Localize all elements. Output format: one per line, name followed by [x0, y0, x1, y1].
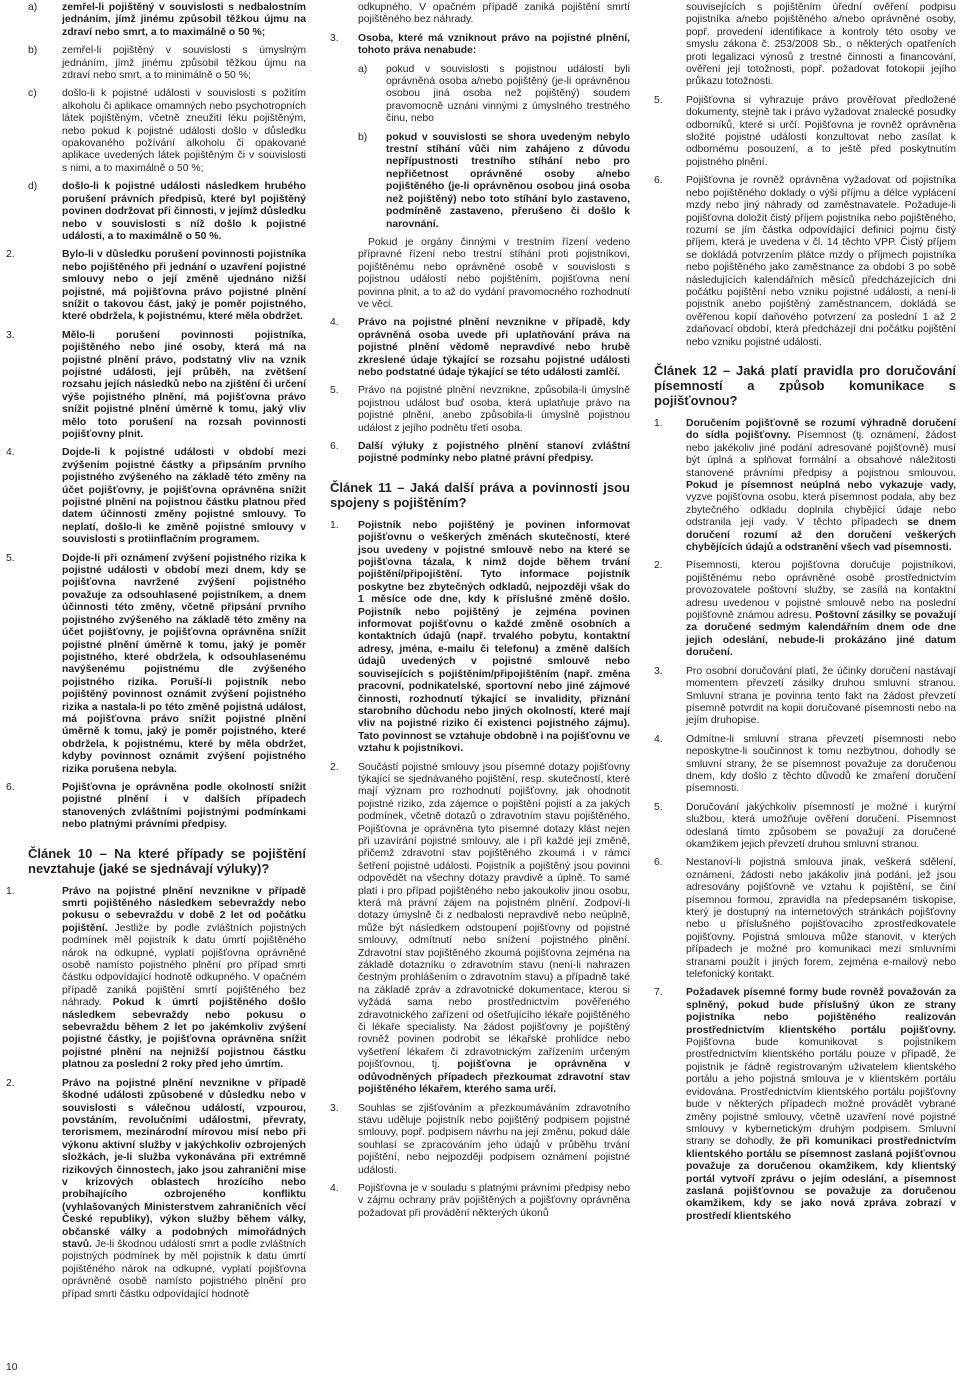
plain-text: vyzve pojišťovna osobu, která písemnost podala, aby bez zbytečného odkladu doplnila chybějící údaje nebo odstranila její vady. V těchto případech	[686, 492, 956, 529]
list-text: Doručování jakýchkoliv písemností je možné i kurýrní službou, která umožňuje ověření doručení. Písemnost odeslaná tímto způsobem se považují za doručené okamžikem jejich převzetí druhou smluvní stranou.	[686, 801, 956, 850]
bold-text: Právo na pojistné plnění nevznikne v případě škodné události způsobené v důsledku nebo v souvislosti s válečnou událostí, vzpourou, povstáním, revolučními událostmi, převraty, terorismem, mezinárodní mírovou misí nebo při výkonu aktivní služby v jakýchkoliv ozbrojených složkách, je-li služba vykonávána při extrémně rizikových činnostech, jako jsou zahraniční mise v krizových oblastech hrozícího nebo probíhajícího ozbrojeného konfliktu (vyhlašovaných Ministerstvem zahraničních věcí České republiky), výkon služby během války, občanské války a podobných mimořádných stavů.	[62, 1077, 306, 1250]
plain-text: Součástí pojistné smlouvy jsou písemné dotazy pojišťovny týkající se sjednávaného pojištění, resp. skutečností, které mají význam pro rozhodnutí pojišťovny, jak ohodnotit pojistné riziko, zda zájemce o pojištění pojistí a za jakých podmínek, včetně dotazů o zdravotním stavu pojištěného. Pojišťovna je oprávněna tyto písemné dotazy klást nejen při uzavírání pojistné smlouvy, ale i při každé její změně, přičemž zdravotní stav pojištěného zkoumá i v rámci šetření pojistné události. Pojistník a pojištěný jsou povinni odpovědět na všechny dotazy pravdivě a úplně. To samé platí i pro případ pojištěného nebo jakoukoliv jinou osobu, která má právní zájem na pojistném plnění. Zodpoví-li dotazy úmyslně či z nedbalosti nepravdivě nebo neúplně, může být následkem odstoupení pojišťovny od pojistné smlouvy, odmítnutí nebo snížení pojistného plnění. Zdravotní stav pojištěného zkoumá pojišťovna zejména na základě dotazníku o zdravotním stavu (není-li nahrazen čestným prohlášením o zdravotním stavu) a případně také na základě zpráv a zdravotnické dokumentace, kterou si vyžádá sama nebo prostřednictvím pověřeného zdravotnického zařízení od ošetřujícího lékaře pojištěného či lékaře specialisty. Na žádost pojišťovny je pojištěný rovněž povinen podrobit se lékařské prohlídce nebo vyšetření lékařem či zdravotnickým zařízením určeným pojišťovnou, tj.	[358, 761, 630, 1071]
bold-text: Právo na pojistné plnění nevznikne v případě smrti pojištěného následkem sebevraždy nebo pokusu o sebevraždu v době 2 let od počátku pojištění.	[62, 885, 306, 934]
list-text: Dojde-li k pojistné události v období mezi zvýšením pojistné částky a připsáním prvního pojistného zvýšeného na základě této změny na účet pojišťovny, je pojišťovna oprávněna snížit pojistné plnění na pojistnou částku platnou před datem účinnosti změny pojistné smlouvy. To neplatí, došlo-li ke změně pojistné smlouvy v souvislosti s protiinflačním programem.	[62, 447, 306, 546]
list-marker: a)	[28, 2, 38, 13]
list-marker: d)	[28, 181, 38, 193]
list-marker: 2.	[330, 761, 339, 773]
list-marker: b)	[358, 131, 368, 143]
list-text: Dojde-li při oznámení zvýšení pojistného rizika k pojistné události v období mezi dnem, kdy se pojišťovna navržené zvýšení pojistného považuje za odsouhlasené pojistníkem, a dnem účinnosti této změny, včetně připsání prvního pojistného zvýšeného na základě této změny na účet pojišťovny, je pojišťovna oprávněna snížit pojistné plnění úměrně k tomu, jaký je poměr pojistného, které obdržela, k odsouhlasenému navýšenému pojistnému dle zvýšeného pojistného rizika. Poruší-li pojistník nebo pojištěný povinnost oznámit zvýšení pojistného rizika a nastala-li po této změně pojistná událost, má pojišťovna právo snížit pojistné plnění úměrně k tomu, jaký je poměr pojistného, které obdržela, k pojistnému, které by měla obdržet, kdyby povinnost oznámit zvýšení pojistného rizika porušena nebyla.	[62, 552, 306, 775]
plain-text: Jestliže by podle zvláštních pojistných podmínek měl pojistník k datu úmrtí pojištěného nárok na odkupné, vyplatí pojišťovna oprávněné osobě namísto pojistného plnění pro případ smrti částku odpovídající hodnotě odkupného. V opačném případě zaniká pojištění smrtí pojištěného bez náhrady.	[62, 922, 306, 1009]
list-text: Pojistník nebo pojištěný je povinen informovat pojišťovnu o veškerých změnách skutečností, které jsou uvedeny v pojistné smlouvě nebo na které se pojišťovna tázala, k nimž dojde během trvání pojištění/připojištění. Tyto informace pojistník poskytne bez zbytečných odkladů, nejpozději však do 1 měsíce ode dne, kdy k příslušné změně došlo. Pojistník nebo pojištěný je zejména povinen informovat pojišťovnu o každé změně osobních a kontaktních údajů (např. trvalého pobytu, kontaktní adresy, jména, e-mailu či telefonu) a změně dalších údajů uvedených v pojistné smlouvě nebo souvisejících s pojištěním/připojištěním (např. změna pracovní, podnikatelské, sportovní nebo jiné zájmové činnosti, rozhodnutí týkající se invalidity, přiznání starobního důchodu nebo jiných okolností, které mají vliv na pojistné riziko či existenci pojistného zájmu). Tato povinnost se vztahuje obdobně i na pojišťovnu ve vztahu k pojistníkovi.	[358, 519, 630, 755]
list-text: Bylo-li v důsledku porušení povinnosti pojistníka nebo pojištěného při jednání o uzavření pojistné smlouvy nebo o její změně ujednáno nižší pojistné, má pojišťovna právo pojistné plnění snížit o takovou část, jaký je poměr pojistného, které obdržela, k pojistnému, které měla obdržet.	[62, 249, 306, 323]
list-item	[654, 560, 956, 659]
list-text: došlo-li k pojistné události v souvislosti s požitím alkoholu či aplikace omamných nebo psychotropních látek pojištěným, včetně zneužití léku pojištěným, nebo pokud k pojistné události došlo v důsledku opakovaného požívání alkoholu či opakované aplikace uvedených látek pojištěným či v souvislosti s nimi, a to maximálně o 50 %;	[62, 88, 306, 174]
list-text	[358, 762, 630, 1097]
list-item	[654, 802, 956, 852]
list-marker: 6.	[6, 781, 15, 793]
list-marker: 7.	[654, 987, 663, 999]
plain-text: Je-li škodnou událostí smrt a podle zvláštních pojistných podmínek by měl pojistník k datu úmrtí pojištěného nárok na odkupné, vyplatí pojišťovna oprávněné osobě namísto pojistného plnění pro případ smrti částku odpovídající hodnotě	[62, 1238, 306, 1300]
page-number: 10	[6, 1362, 18, 1373]
list-marker: 4.	[6, 447, 15, 459]
list-text: pokud v souvislosti se shora uvedeným nebylo trestní stíhání vůči nim zahájeno z důvodu nepřípustnosti trestního stíhání nebo pro nepřičetnost oprávněné osoby a/nebo pojištěného (je-li oprávněnou osobou jiná osoba než pojištěný) nebo toto stíhání bylo zastaveno, podmíněně zastaveno, přerušeno či došlo k narovnání.	[386, 131, 630, 230]
list-item	[330, 33, 630, 58]
list-marker: 3.	[6, 329, 15, 341]
list-item	[330, 1183, 630, 1220]
list-marker: c)	[28, 88, 37, 100]
list-text: Další výluky z pojistného plnění stanoví zvláštní pojistné podmínky nebo platné právní předpisy.	[358, 441, 630, 465]
list-item	[28, 181, 306, 243]
list-text: došlo-li k pojistné události následkem hrubého porušení právních předpisů, které byl pojištěný povinen dodržovat při činnosti, v jejímž důsledku nebo v souvislosti s níž došlo k pojistné události, a to maximálně o 50 %.	[62, 181, 306, 242]
column-right	[654, 2, 956, 1229]
list-text: Osoba, které má vzniknout právo na pojistné plnění, tohoto práva nenabude:	[358, 32, 630, 57]
list-marker: 3.	[330, 32, 339, 44]
plain-text: Pojišťovna bude komunikovat s pojistníkem prostřednictvím klientského portálu pouze v případě, že pojistník je řádně registrovaným uživatelem klientského portálu a jeho pojistná smlouva je v klientském portálu evidována. Prostřednictvím klientského portálu pojišťovny bude v některých případech možné provádět vybrané změny pojistné smlouvy, včetně uzavření nové pojistné smlouvy v kybernetickým druhým podpisem. Smluvní strany se dohodly,	[686, 1037, 956, 1148]
list-item	[330, 317, 630, 379]
bold-text: Doručením pojišťovně se rozumí výhradně doručení do sídla pojišťovny.	[686, 417, 956, 442]
list-item	[6, 249, 306, 323]
list-marker: 4.	[330, 317, 339, 329]
list-item	[654, 987, 956, 1223]
list-item	[6, 447, 306, 546]
section-heading-article-12: Článek 12 – Jaká platí pravidla pro doručování písemností a způsob komunikace s pojišťovnou?	[654, 362, 956, 408]
list-marker: 4.	[330, 1182, 339, 1194]
list-item	[330, 64, 630, 126]
paragraph: Pokud je orgány činnými v trestním řízení vedeno přípravné řízení nebo trestní stíhání proti pojistníkovi, pojištěnému nebo oprávněné osobě v souvislosti s pojistnou událostí nebo pojištěním, pojišťovna není povinna plnit, a to až do vydání pravomocného rozhodnutí ve věci.	[358, 236, 630, 310]
list-marker: 1.	[330, 519, 339, 531]
bold-text: Poštovní zásilky se považují za doručené sedmým kalendářním dnem ode dne jejich odeslání, nebude-li prokázáno jiné datum doručení.	[686, 610, 956, 659]
bold-text: se dnem doručení rozumí až den doručení veškerých chybějících údajů a odstranění všech vad písemnosti.	[686, 517, 957, 554]
list-text: Nestanoví-li pojistná smlouva jinak, veškerá sdělení, oznámení, žádosti nebo jakákoliv jiná podání, jež jsou adresovány pojišťovně ve vztahu k pojištění, se činí písemnou formou, zpravidla na předepsaném tiskopise, který je dostupný na internetových stránkách pojišťovny nebo u příslušného pojišťovacího zprostředkovatele pojišťovny. Pojistná smlouva může stanovit, v kterých případech je možné pro komunikaci mezi smluvními stranami použít i jiných forem, zejména e-mailový nebo telefonický kontakt.	[686, 857, 956, 981]
list-marker: 5.	[654, 94, 663, 106]
list-marker: b)	[28, 45, 38, 57]
list-marker: 4.	[654, 733, 663, 745]
section-heading-article-10: Článek 10 – Na které případy se pojištění nevztahuje (jaké se sjednávají výluky)?	[28, 845, 306, 876]
list-text: Pro osobní doručování platí, že účinky doručení nastávají momentem převzetí zásilky druhou smluvní stranou. Smluvní strana je povinna tento fakt na žádost převzetí písemně potvrdit na kopii doručované písemnosti nebo na jejím druhopise.	[686, 665, 956, 727]
column-middle	[330, 2, 630, 1226]
list-item	[6, 781, 306, 832]
list-item	[28, 45, 306, 82]
plain-text: Písemnosti, kterou pojišťovna doručuje pojistníkovi, pojištěnému nebo oprávněné osobě prostřednictvím provozovatele poštovní služby, se zasílá na kontaktní adresu uvedenou v pojistné smlouvě nebo na poslední pojišťovně známou adresu.	[686, 560, 956, 622]
list-text	[686, 418, 956, 554]
list-marker: 6.	[330, 441, 339, 452]
list-text: Mělo-li porušení povinnosti pojistníka, pojištěného nebo jiné osoby, která má na pojistné plnění právo, podstatný vliv na vznik pojistné události, její průběh, na zvětšení rozsahu jejích následků nebo na zjištění či určení výše pojistného plnění, má pojišťovna právo snížit pojistné plnění úměrně k tomu, jaký vliv mělo toto porušení na rozsah povinnosti pojišťovny plnit.	[62, 329, 306, 440]
list-marker: 1.	[654, 417, 663, 429]
list-marker: 2.	[6, 1077, 15, 1089]
list-marker: a)	[358, 63, 368, 75]
bold-text: pojišťovna je oprávněna v odůvodněných případech přezkoumat zdravotní stav pojištěného lékařem, kterého sama určí.	[358, 1059, 630, 1096]
bold-text: Pokud k úmrtí pojištěného došlo následkem sebevraždy nebo pokusu o sebevraždu během 2 let po jakémkoliv zvýšení pojistné částky, je pojišťovna oprávněna snížit pojistné plnění na nejnižší pojistnou částku platnou za poslední 2 roky před jeho úmrtím.	[62, 997, 306, 1071]
list-item	[654, 95, 956, 169]
list-item	[330, 1103, 630, 1177]
paragraph: odkupného. V opačném případě zaniká pojištění smrtí pojištěného bez náhrady.	[358, 2, 630, 26]
list-text	[62, 886, 306, 1072]
list-marker: 5.	[6, 552, 15, 564]
list-item	[654, 418, 956, 554]
list-item	[330, 441, 630, 466]
bold-text: že při komunikaci prostřednictvím klientského portálu se písemnost zaslaná pojišťovnou považuje za doručenou okamžikem, kdy klientský portál vytvoří zprávu o jejím odeslání, a písemnost zaslaná pojišťovnou se považuje za doručenou okamžikem, kdy se jako nová zpráva zobrazí v prostředí klientského	[686, 1136, 956, 1222]
list-text: zemřel-li pojištěný v souvislosti s nedbalostním jednáním, jímž jinému způsobil těžkou újmu na zdraví nebo smrt, a to maximálně o 50 %;	[62, 2, 306, 38]
list-text: Souhlas se zjišťováním a přezkoumáváním zdravotního stavu uděluje pojistník nebo pojištěný podpisem pojistné smlouvy, popř. podpisem návrhu na její změnu, pokud dále souhlasí se zpracováním jeho údajů v průběhu trvání pojištění, nebo nejpozději podpisem oznámení pojistné události.	[358, 1102, 630, 1176]
list-text: Odmítne-li smluvní strana převzetí písemnosti nebo neposkytne-li součinnost k tomu nezbytnou, dohodly se smluvní strany, že se písemnost považuje za doručenou dnem, kdy došlo z těchto důvodů ke zmaření doručení písemnosti.	[686, 733, 956, 795]
list-marker: 2.	[654, 560, 663, 572]
list-item	[330, 132, 630, 231]
list-text: zemřel-li pojištěný v souvislosti s úmyslným jednáním, jímž jinému způsobil těžkou újmu na zdraví nebo smrt, a to minimálně o 50 %;	[62, 45, 306, 82]
list-marker: 2.	[6, 249, 15, 261]
list-marker: 5.	[330, 385, 339, 397]
list-item	[6, 329, 306, 442]
list-text: Pojišťovna je rovněž oprávněna vyžadovat od pojistníka nebo pojištěného doklady o výši příjmu a délce vyplácení mzdy nebo jiný náhrady od zaměstnavatele. Požaduje-li pojišťovna doložit čistý příjem pojistníka nebo pojištěného, rozumí se jím částka odpovídající definici pojmu čistý příjem, která je uvedena v čl. 14 těchto VPP. Čistý příjem se dokládá potvrzením plátce mzdy o příjmech pojistníka nebo pojištěného jako zaměstnance za období 3 po sobě následujících kalendářních měsíců předcházejících dni počátku pojištění nebo vzniku pojistné události, a není-li pojistník anebo pojištěný zaměstnancem, dokládá se ověřenou kopií daňového potvrzení za poslední 1 až 2 zdaňovací období, která předcházejí dni počátku pojištění nebo vzniku pojistné události.	[686, 175, 956, 348]
list-text	[686, 987, 956, 1223]
list-item	[6, 552, 306, 776]
list-text: Pojišťovna si vyhrazuje právo prověřovat předložené dokumenty, stejně tak i právo vyžadovat znalecké posudky odborníků, které si určí. Pojišťovna je rovněž oprávněna složité pojistné události konzultovat nebo zasílat k odbornému posouzení, a to ještě před poskytnutím pojistného plnění.	[686, 94, 956, 168]
list-text	[686, 560, 956, 659]
plain-text: Písemnost (tj. oznámení, žádost nebo jakékoliv jiné podání adresované pojišťovně) musí být úplná a splňovat formální a obsahové náležitosti stanovené právními předpisy a pojistnou smlouvou.	[686, 430, 956, 479]
list-item	[28, 2, 306, 39]
list-item	[654, 734, 956, 796]
list-item	[330, 520, 630, 756]
list-marker: 3.	[654, 665, 663, 677]
list-item	[28, 88, 306, 175]
list-item	[330, 762, 630, 1097]
list-text: Právo na pojistné plnění nevznikne v případě, kdy oprávněná osoba uvede při uplatňování práva na pojistné plnění vědomě nepravdivé nebo hrubě zkreslené údaje týkající se rozsahu pojistné události nebo podstatné údaje týkající se této události zamlčí.	[358, 317, 630, 378]
list-marker: 1.	[6, 885, 15, 897]
bold-text: Pokud je písemnost neúplná nebo vykazuje vady,	[686, 480, 956, 491]
list-text: Právo na pojistné plnění nevznikne, způsobila-li úmyslně pojistnou událost buď osoba, která uplatňuje právo na pojistné plnění, anebo způsobila-li úmyslně pojistnou událost z jejího podnětu třetí osoba.	[358, 385, 630, 434]
list-text: Pojišťovna je v souladu s platnými právními předpisy nebo v zájmu ochrany práv pojištěných a pojišťovny oprávněna požadovat při provádění některých úkonů	[358, 1182, 630, 1219]
list-item	[6, 885, 306, 1072]
list-marker: 5.	[654, 801, 663, 813]
column-left	[6, 2, 306, 1307]
list-item	[654, 666, 956, 728]
bold-text: Požadavek písemné formy bude rovněž považován za splněný, pokud bude příslušný úkon ze strany pojistníka nebo pojištěného realizován prostřednictvím klientského portálu pojišťovny.	[686, 987, 956, 1036]
section-heading-article-11: Článek 11 – Jaká další práva a povinnosti jsou spojeny s pojištěním?	[330, 479, 630, 510]
list-marker: 6.	[654, 857, 663, 869]
list-marker: 3.	[330, 1102, 339, 1114]
list-item	[6, 1077, 306, 1301]
list-item	[654, 175, 956, 349]
list-text: Pojišťovna je oprávněna podle okolností snížit pojistné plnění i v dalších případech stanovených zvláštními pojistnými podmínkami nebo platnými právními předpisy.	[62, 781, 306, 831]
paragraph: souvisejících s pojištěním úřední ověření podpisu pojistníka a/nebo pojištěného a/nebo oprávněné osoby, popř. provedení identifikace a kontroly této osoby ve smyslu zákona č. 253/2008 Sb., o některých opatřeních proti legalizaci výnosů z trestné činnosti a financování, ověření její totožnosti, popř. požadovat fotokopii jejího průkazu totožnosti.	[686, 2, 956, 88]
list-item	[654, 857, 956, 981]
list-marker: 6.	[654, 175, 663, 187]
list-text: pokud v souvislosti s pojistnou událostí byli oprávněná osoba a/nebo pojištěný (je-li oprávněnou osobou jiná osoba než pojištěný) soudem pravomocně uznáni vinnými z úmyslného trestného činu, nebo	[386, 63, 630, 125]
list-item	[330, 385, 630, 435]
list-text	[62, 1078, 306, 1301]
